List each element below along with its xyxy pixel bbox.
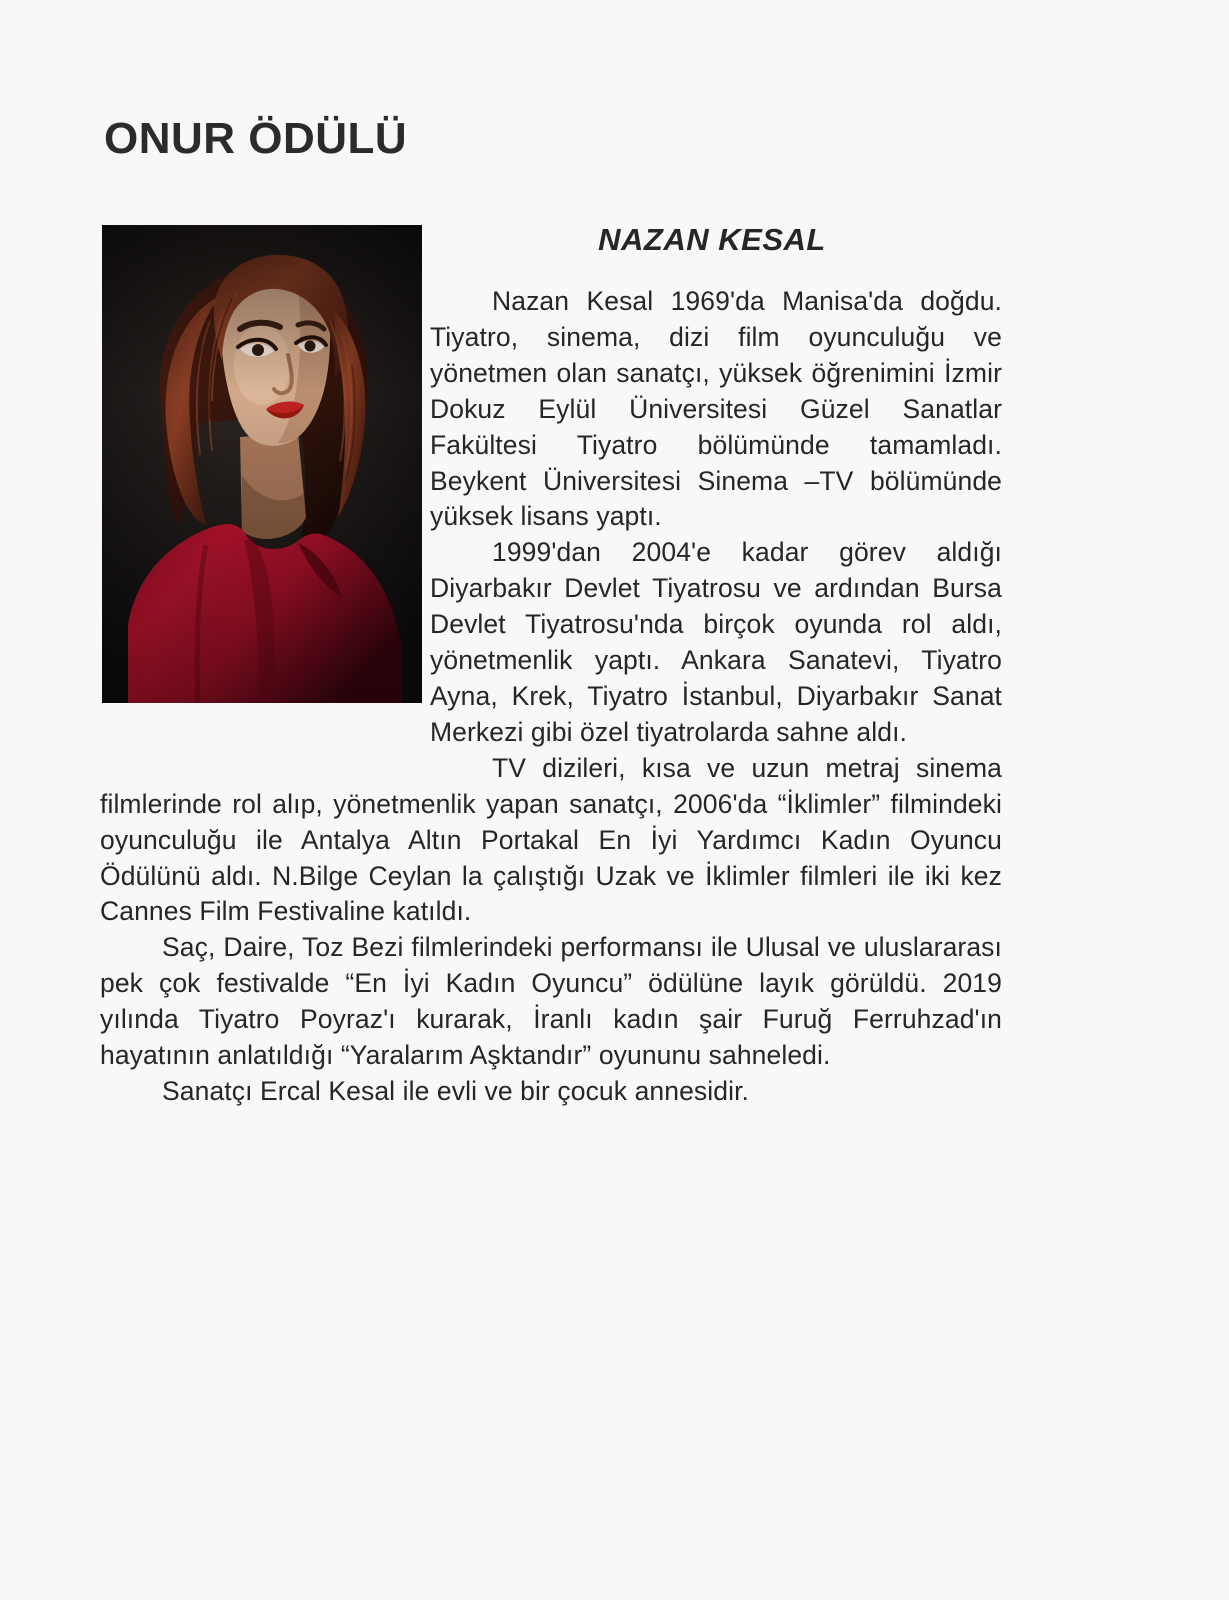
biography-paragraph: TV dizileri, kısa ve uzun metraj sinema filmlerinde rol alıp, yönetmenlik yapan sanatçı, 2006'da “İklimler” filmindeki oyunculuğu ile Antalya Altın Portakal En İyi Yardımcı Kadın Oyuncu Ödülünü aldı. N.Bilge Ceylan la çalıştığı Uzak ve İklimler filmleri ile iki kez Cannes Film Festivaline katıldı. [100,752,1002,927]
artist-name-heading: NAZAN KESAL [598,222,826,257]
article-body [100,222,1002,1110]
biography-paragraph: Saç, Daire, Toz Bezi filmlerindeki performansı ile Ulusal ve uluslararası pek çok festivalde “En İyi Kadın Oyuncu” ödülüne layık görüldü. 2019 yılında Tiyatro Poyraz'ı kurarak, İranlı kadın şair Furuğ Ferruhzad'ın hayatının anlatıldığı “Yaralarım Aşktandır” oyununu sahneledi. [100,932,1002,1071]
page-title: ONUR ÖDÜLÜ [104,114,408,164]
biography-paragraph: 1999'dan 2004'e kadar görev aldığı Diyarbakır Devlet Tiyatrosu ve ardından Bursa Devlet Tiyatrosu'nda birçok oyunda rol aldı, yönetmenlik yaptı. Ankara Sanatevi, Tiyatro Ayna, Krek, Tiyatro İstanbul, Diyarbakır Sanat Merkezi gibi özel tiyatrolarda sahne aldı. [430,537,1002,747]
photo-wrap-spacer [100,284,430,768]
biography-paragraph: Sanatçı Ercal Kesal ile evli ve bir çocuk annesidir. [162,1075,750,1106]
biography-paragraph: Nazan Kesal 1969'da Manisa'da doğdu. Tiyatro, sinema, dizi film oyunculuğu ve yönetmen olan sanatçı, yüksek öğrenimini İzmir Dokuz Eylül Üniversitesi Güzel Sanatlar Fakültesi Tiyatro bölümünde tamamladı. Beykent Üniversitesi Sinema –TV bölümünde yüksek lisans yaptı. [430,286,1002,532]
